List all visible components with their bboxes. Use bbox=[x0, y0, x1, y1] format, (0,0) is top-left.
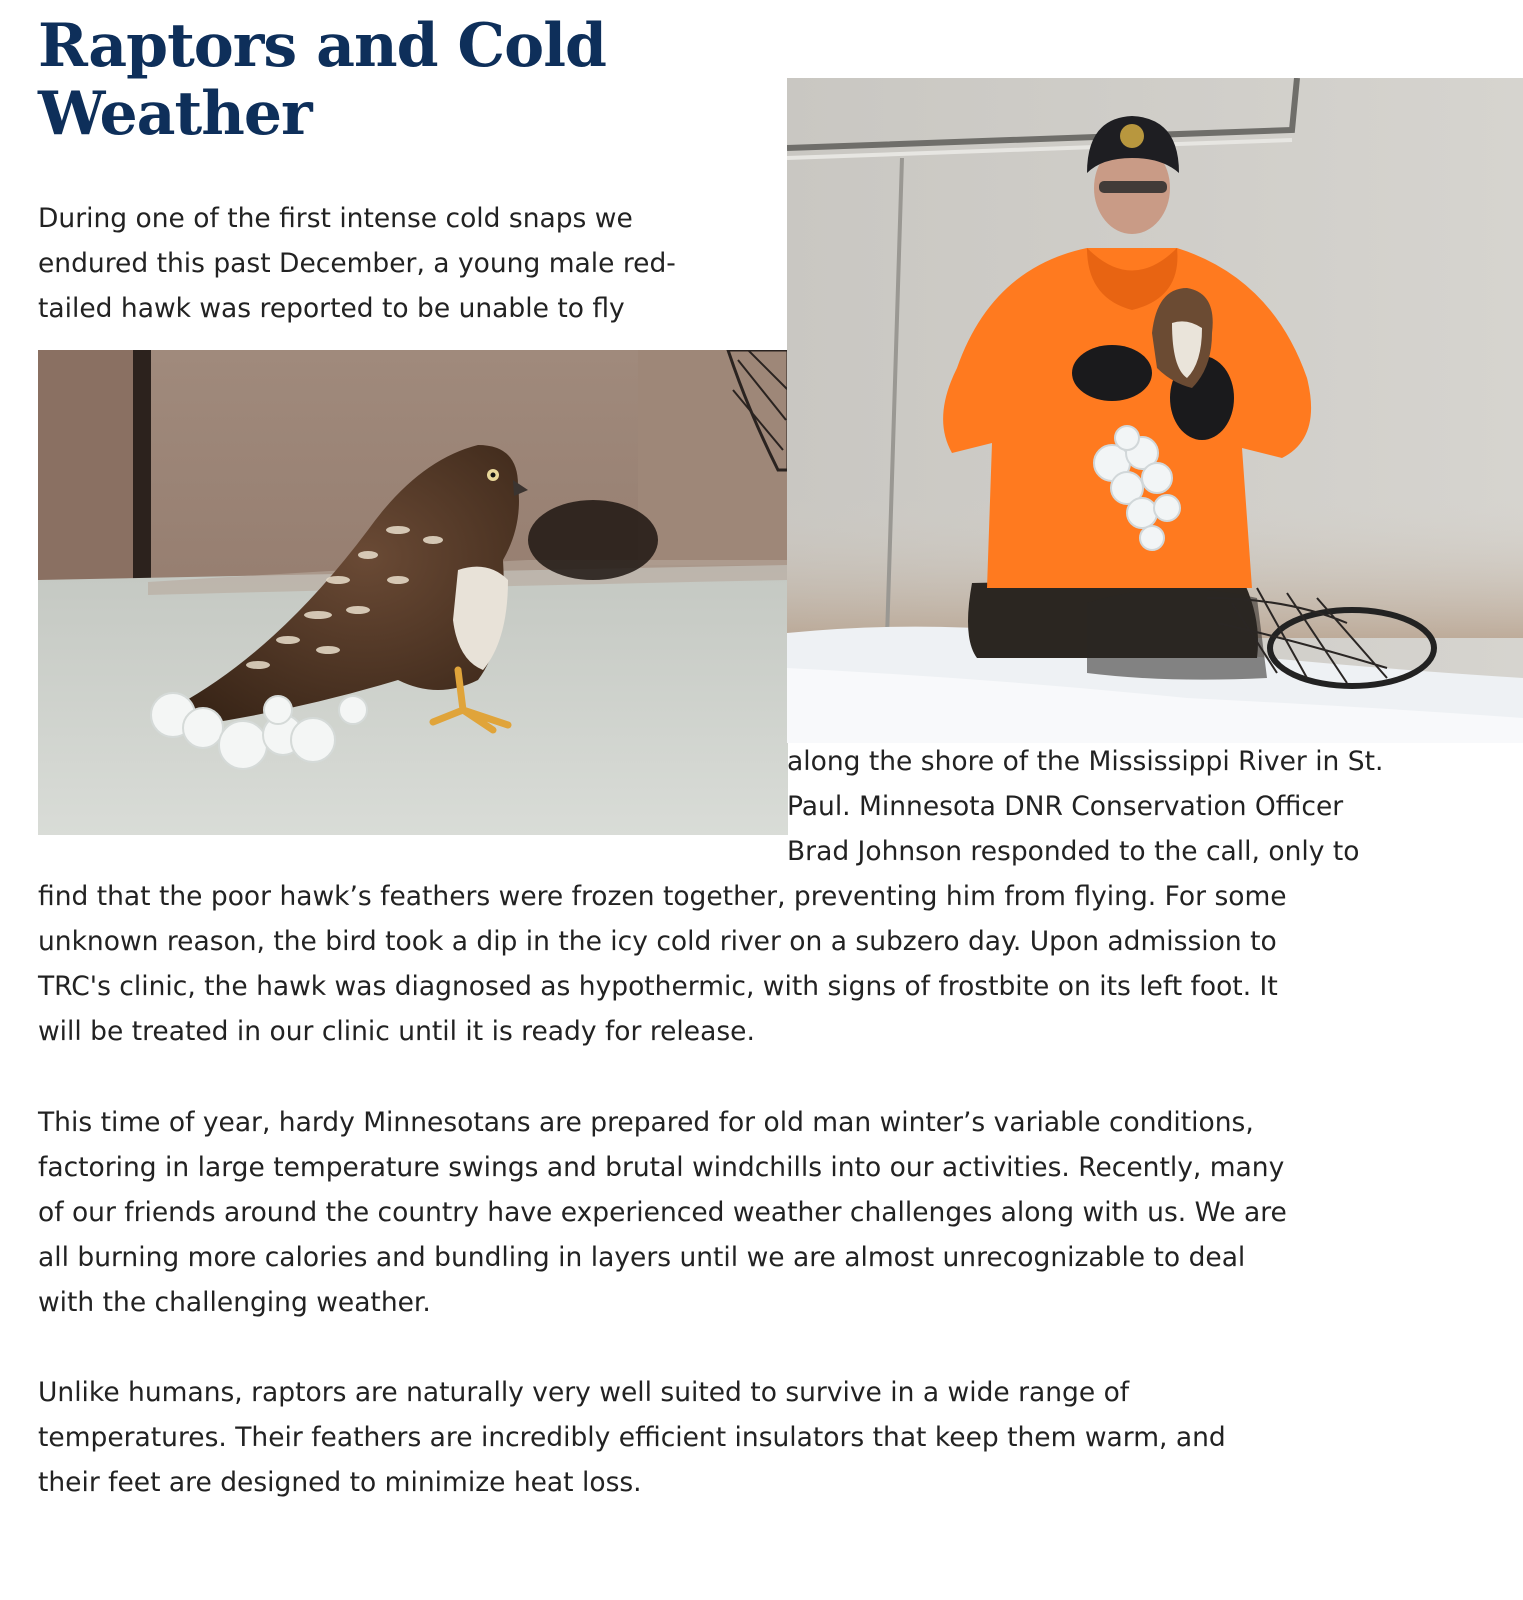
text-line: all burning more calories and bundling in layers until we are almost unrecognizable to deal bbox=[38, 1242, 1246, 1273]
intro-paragraph bbox=[38, 196, 676, 331]
officer-holding-hawk-photo bbox=[787, 78, 1523, 743]
text-line: tailed hawk was reported to be unable to fly bbox=[38, 293, 625, 324]
body-paragraph-3 bbox=[38, 1370, 1226, 1505]
article-title bbox=[38, 12, 606, 148]
body-paragraph-2 bbox=[38, 1100, 1287, 1325]
hawk-on-ice-photo bbox=[38, 350, 788, 835]
text-line: along the shore of the Mississippi River in St. bbox=[787, 746, 1384, 777]
text-line: will be treated in our clinic until it is ready for release. bbox=[38, 1016, 755, 1047]
text-line: Paul. Minnesota DNR Conservation Officer bbox=[787, 791, 1344, 822]
text-line: TRC's clinic, the hawk was diagnosed as hypothermic, with signs of frostbite on its left foot. It bbox=[38, 971, 1278, 1002]
text-line: This time of year, hardy Minnesotans are prepared for old man winter’s variable conditions, bbox=[38, 1107, 1254, 1138]
text-line: Unlike humans, raptors are naturally very well suited to survive in a wide range of bbox=[38, 1377, 1130, 1408]
text-line: endured this past December, a young male red- bbox=[38, 248, 676, 279]
text-line: find that the poor hawk’s feathers were frozen together, preventing him from flying. For some bbox=[38, 881, 1287, 912]
title-line: Raptors and Cold bbox=[38, 11, 606, 81]
text-line: Brad Johnson responded to the call, only to bbox=[787, 836, 1360, 867]
text-line: unknown reason, the bird took a dip in the icy cold river on a subzero day. Upon admission to bbox=[38, 926, 1277, 957]
text-line: their feet are designed to minimize heat loss. bbox=[38, 1467, 642, 1498]
text-line: factoring in large temperature swings and brutal windchills into our activities. Recently, many bbox=[38, 1152, 1285, 1183]
text-line: temperatures. Their feathers are incredibly efficient insulators that keep them warm, and bbox=[38, 1422, 1226, 1453]
body-paragraph-1 bbox=[38, 874, 1287, 1054]
text-line: of our friends around the country have experienced weather challenges along with us. We are bbox=[38, 1197, 1287, 1228]
title-line: Weather bbox=[38, 79, 312, 149]
text-line: During one of the first intense cold snaps we bbox=[38, 203, 633, 234]
text-line: with the challenging weather. bbox=[38, 1287, 431, 1318]
wrapped-paragraph bbox=[787, 739, 1383, 874]
